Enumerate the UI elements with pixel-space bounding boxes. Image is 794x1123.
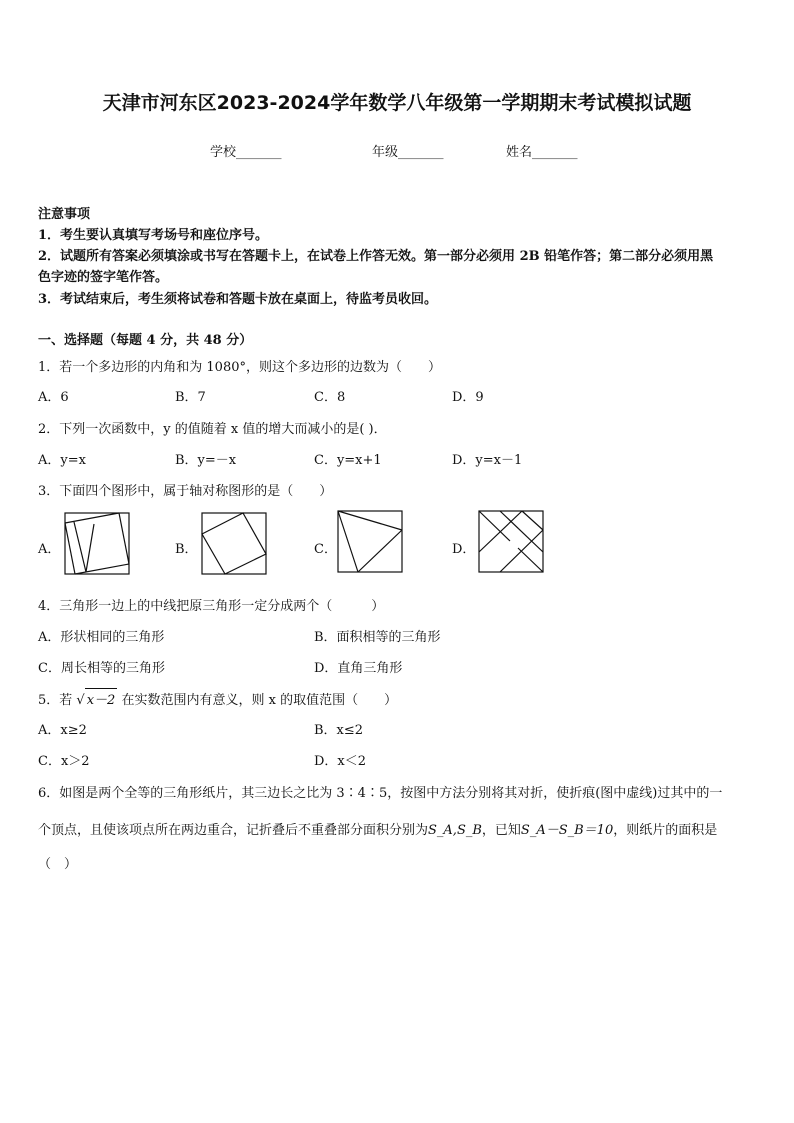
q6-line-2-mid: ，已知 (481, 823, 521, 838)
q2-option-d: D．y=x－1 (452, 453, 523, 468)
q2-stem: 2．下列一次函数中，y 的值随着 x 值的增大而减小的是( )． (38, 422, 387, 437)
school-field: 学校_______ (210, 145, 282, 160)
q3-figure-d (478, 510, 544, 574)
q3-figure-b (201, 512, 267, 576)
q3-label-c: C． (314, 542, 337, 557)
grade-field: 年级_______ (372, 145, 444, 160)
notice-heading: 注意事项 (38, 207, 91, 222)
q3-label-a: A． (38, 542, 61, 557)
q6-line-1: 6．如图是两个全等的三角形纸片，其三边长之比为 3∶4∶5，按图中方法分别将其对折，使折痕(图中虚线)过其中的一 (38, 786, 723, 801)
q4-option-c: C．周长相等的三角形 (38, 661, 165, 676)
q6-line-2-pre: 个顶点，且使该项点所在两边重合，记折叠后不重叠部分面积分别为 (38, 823, 429, 838)
q6-line-2-post: ，则纸片的面积是 (613, 823, 718, 838)
q4-stem: 4．三角形一边上的中线把原三角形一定分成两个（ ） (38, 599, 385, 614)
q6-equation: S_A－S_B＝10 (520, 823, 614, 838)
q6-line-2 (38, 819, 717, 838)
q5-sqrt: √ x－2 (76, 693, 117, 708)
q6-line-3: （ ） (38, 857, 78, 872)
q5-radicand: x－2 (85, 688, 118, 708)
q5-option-d: D．x＜2 (314, 754, 367, 769)
q5-option-c: C．x＞2 (38, 754, 90, 769)
notice-item-2: 2．试题所有答案必须填涂或书写在答题卡上，在试卷上作答无效。第一部分必须用 2B 铅笔作答；第二部分必须用黑 (38, 249, 714, 264)
q5-stem-post: 在实数范围内有意义，则 x 的取值范围（ ） (121, 693, 398, 708)
notice-item-3: 3．考试结束后，考生须将试卷和答题卡放在桌面上，待监考员收回。 (38, 292, 438, 307)
section-heading: 一、选择题（每题 4 分，共 48 分） (38, 333, 253, 348)
q4-option-b: B．面积相等的三角形 (314, 630, 441, 645)
q2-option-c: C．y=x+1 (314, 453, 382, 468)
q4-option-a: A．形状相同的三角形 (38, 630, 165, 645)
q5-stem-pre: 5．若 (38, 693, 73, 708)
q1-option-b: B．7 (175, 390, 206, 405)
q5-stem (38, 688, 397, 708)
q3-figure-a (64, 512, 130, 576)
page-title: 天津市河东区2023-2024学年数学八年级第一学期期末考试模拟试题 (102, 92, 692, 114)
notice-item-1: 1．考生要认真填写考场号和座位序号。 (38, 228, 269, 243)
q3-stem: 3．下面四个图形中，属于轴对称图形的是（ ） (38, 484, 333, 499)
q5-option-a: A．x≥2 (38, 723, 87, 738)
notice-item-2-cont: 色字迹的签字笔作答。 (38, 270, 169, 285)
q1-stem: 1．若一个多边形的内角和为 1080°，则这个多边形的边数为（ ） (38, 360, 441, 375)
q2-option-a: A．y=x (38, 453, 86, 468)
q1-option-c: C．8 (314, 390, 346, 405)
q5-option-b: B．x≤2 (314, 723, 364, 738)
q1-option-d: D．9 (452, 390, 484, 405)
q2-option-b: B．y=－x (175, 453, 237, 468)
q4-option-d: D．直角三角形 (314, 661, 403, 676)
q3-label-b: B． (175, 542, 198, 557)
name-field: 姓名_______ (506, 145, 578, 160)
q3-figure-c (337, 510, 403, 574)
q3-label-d: D． (452, 542, 476, 557)
q1-option-a: A．6 (38, 390, 69, 405)
q6-sa-sb: S_A,S_B (428, 823, 482, 838)
